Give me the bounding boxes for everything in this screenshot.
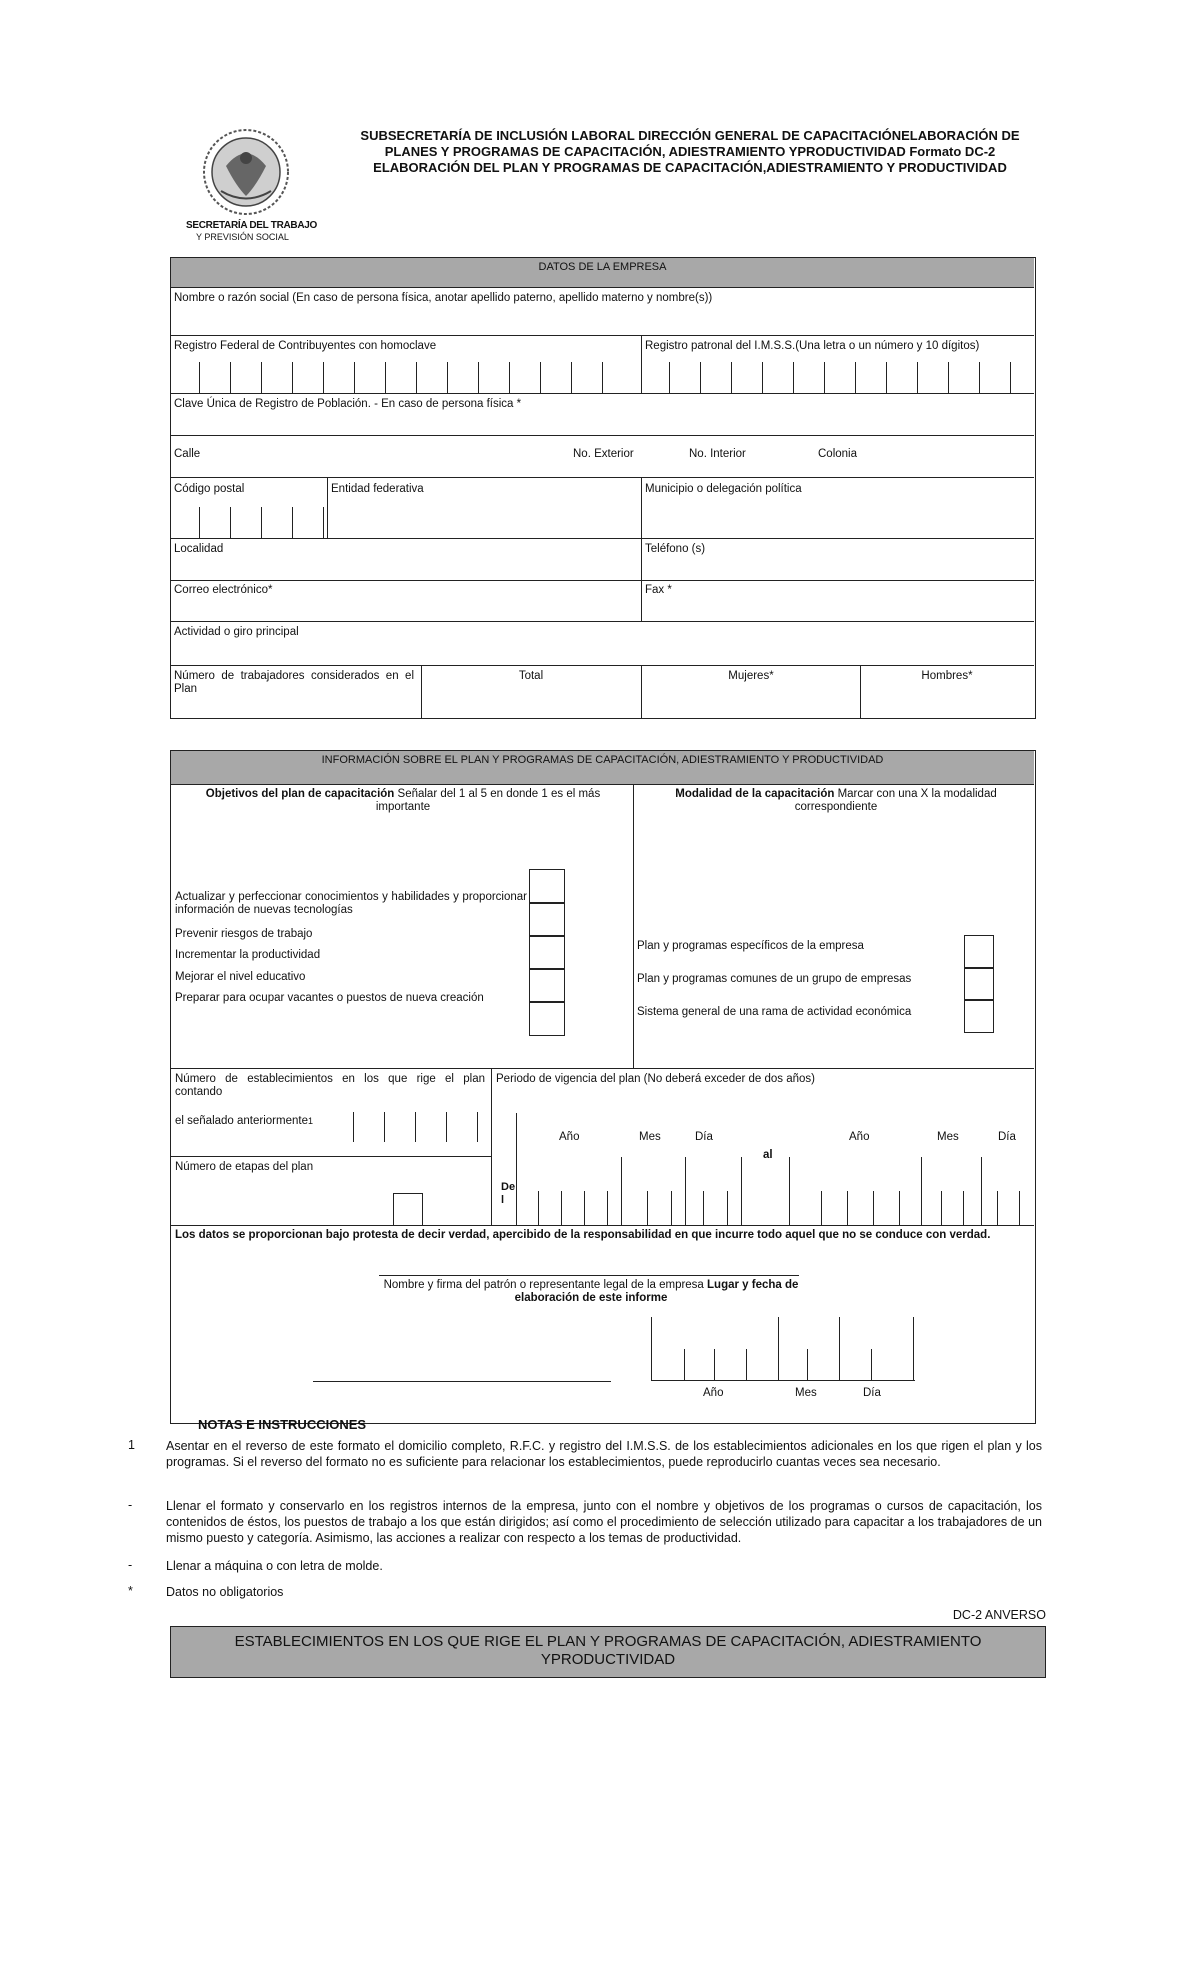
row-line bbox=[171, 580, 1034, 581]
senalado-label bbox=[175, 1115, 313, 1128]
hasta-sep bbox=[789, 1157, 790, 1225]
anverso-label: DC-2 ANVERSO bbox=[952, 1608, 1046, 1622]
col-line bbox=[641, 335, 642, 393]
municipio-field[interactable]: Municipio o delegación política bbox=[645, 483, 802, 495]
eagle-seal-icon bbox=[186, 126, 326, 221]
hasta-mes-label: Mes bbox=[937, 1131, 959, 1143]
nota-item-3: Llenar a máquina o con letra de molde. bbox=[166, 1559, 383, 1573]
fecha-tick bbox=[807, 1349, 808, 1381]
nota-mark-1: 1 bbox=[128, 1438, 135, 1452]
hasta-sep bbox=[981, 1157, 982, 1225]
fecha-sep bbox=[651, 1317, 652, 1381]
entidad-field[interactable]: Entidad federativa bbox=[331, 483, 424, 495]
nota-mark-4: * bbox=[128, 1584, 133, 1598]
rfc-boxes[interactable] bbox=[199, 362, 603, 393]
row-line bbox=[171, 335, 1034, 336]
col-line bbox=[860, 665, 861, 718]
objetivo-rank-box-1[interactable] bbox=[529, 869, 565, 904]
notas-title: NOTAS E INSTRUCCIONES bbox=[198, 1417, 367, 1432]
fecha-dia-label: Día bbox=[863, 1387, 881, 1399]
curp-field[interactable]: Clave Única de Registro de Población. - En caso de persona física * bbox=[174, 398, 522, 410]
nota-item-1: Asentar en el reverso de este formato el domicilio completo, R.F.C. y registro del I.M.S.S. de los establecimientos adicionales en los que rigen el plan y los programas. Si el reverso del formato no es suficiente para relacionar los establecimientos, puede reproducirlo cuantas veces sea necesario. bbox=[166, 1439, 1042, 1469]
objetivo-item-5: Preparar para ocupar vacantes o puestos de nueva creación bbox=[175, 992, 484, 1004]
hasta-dia-label: Día bbox=[998, 1131, 1016, 1143]
del-divider bbox=[516, 1113, 517, 1225]
senalado-footnote: 1 bbox=[307, 1116, 313, 1126]
desde-sep bbox=[685, 1157, 686, 1225]
seal-caption-2: Y PREVISIÓN SOCIAL bbox=[196, 232, 289, 242]
fecha-mes-label: Mes bbox=[795, 1387, 817, 1399]
hasta-anio-label: Año bbox=[849, 1131, 870, 1143]
empresa-section bbox=[170, 257, 1036, 719]
no-exterior-field[interactable]: No. Exterior bbox=[573, 448, 634, 460]
calle-field[interactable]: Calle bbox=[174, 448, 201, 460]
al-label: al bbox=[763, 1149, 773, 1161]
row-line bbox=[171, 538, 1034, 539]
modalidad-checkbox-2[interactable] bbox=[964, 967, 994, 1001]
desde-sep bbox=[621, 1157, 622, 1225]
etapas-box[interactable] bbox=[393, 1193, 423, 1225]
row-line bbox=[171, 1068, 1034, 1069]
row-line bbox=[171, 393, 1034, 394]
desde-mes-ticks[interactable] bbox=[647, 1191, 672, 1225]
cp-boxes[interactable] bbox=[199, 507, 324, 538]
fecha-sep bbox=[913, 1317, 914, 1381]
nota-item-2: Llenar el formato y conservarlo en los registros internos de la empresa, junto con el nombre y objetivos de los programas o cursos de capacitación, los contenidos de éstos, los puestos de trabajo a los que están dirigidos; así como el procedimiento de selección utilizado para capacitar a los trabajadores de un mismo puesto y categoría. Asimismo, las acciones a realizar con respecto a los temas de productividad. bbox=[166, 1499, 1042, 1545]
fecha-tick bbox=[746, 1349, 747, 1381]
row-line bbox=[171, 621, 1034, 622]
objetivos-title-bold: Objetivos del plan de capacitación bbox=[205, 788, 395, 800]
col-line bbox=[641, 665, 642, 718]
correo-field[interactable]: Correo electrónico* bbox=[174, 584, 273, 596]
fecha-sep bbox=[839, 1317, 840, 1381]
hombres-field[interactable]: Hombres* bbox=[921, 670, 973, 682]
plan-section bbox=[170, 750, 1036, 1424]
modalidad-checkbox-3[interactable] bbox=[964, 999, 994, 1033]
objetivo-item-3: Incrementar la productividad bbox=[175, 949, 321, 961]
objetivo-item-1: Actualizar y perfeccionar conocimientos y habilidades y proporcionar información de nuevas tecnologías bbox=[175, 891, 527, 916]
nota-mark-3: - bbox=[128, 1558, 133, 1572]
desde-dia-ticks[interactable] bbox=[703, 1191, 728, 1225]
desde-anio-ticks[interactable] bbox=[538, 1191, 608, 1225]
num-establecimientos-label: Número de establecimientos en los que rige el plan contando bbox=[175, 1073, 485, 1098]
col-line bbox=[641, 477, 642, 621]
senalado-text: el señalado anteriormente bbox=[175, 1115, 308, 1127]
razon-social-field[interactable]: Nombre o razón social (En caso de persona física, anotar apellido paterno, apellido materno y nombre(s)) bbox=[174, 292, 713, 304]
modalidad-subtitle: Marcar con una X la modalidad correspondiente bbox=[794, 788, 997, 813]
empresa-band: DATOS DE LA EMPRESA bbox=[171, 258, 1034, 288]
objetivo-rank-box-2[interactable] bbox=[529, 902, 565, 937]
col-line bbox=[327, 477, 328, 538]
desde-anio-label: Año bbox=[559, 1131, 580, 1143]
firma-line[interactable] bbox=[313, 1381, 611, 1382]
modalidad-item-1: Plan y programas específicos de la empresa bbox=[637, 940, 864, 952]
codigo-postal-field[interactable]: Código postal bbox=[174, 483, 245, 495]
hasta-anio-ticks[interactable] bbox=[821, 1191, 900, 1225]
page-title: SUBSECRETARÍA DE INCLUSIÓN LABORAL DIRECCIÓN GENERAL DE CAPACITACIÓNELABORACIÓN DE PLANES Y PROGRAMAS DE CAPACITACIÓN, ADIESTRAMIENTO YPRODUCTIVIDAD Formato DC-2 ELABORACIÓN DEL PLAN Y PROGRAMAS DE CAPACITACIÓN,ADIESTRAMIENTO Y PRODUCTIVIDAD bbox=[360, 128, 1020, 175]
objetivo-rank-box-3[interactable] bbox=[529, 935, 565, 970]
row-line bbox=[171, 1225, 1034, 1226]
periodo-label: Periodo de vigencia del plan (No deberá exceder de dos años) bbox=[496, 1073, 816, 1085]
hasta-dia-ticks[interactable] bbox=[997, 1191, 1020, 1225]
row-line bbox=[171, 435, 1034, 436]
actividad-field[interactable]: Actividad o giro principal bbox=[174, 626, 299, 638]
total-field[interactable]: Total bbox=[518, 670, 544, 682]
fecha-tick bbox=[871, 1349, 872, 1381]
modalidad-checkbox-1[interactable] bbox=[964, 935, 994, 969]
desde-sep bbox=[741, 1157, 742, 1225]
del-label: De l bbox=[501, 1181, 516, 1206]
nota-item-4: Datos no obligatorios bbox=[166, 1585, 284, 1599]
desde-dia-label: Día bbox=[695, 1131, 713, 1143]
objetivo-item-2: Prevenir riesgos de trabajo bbox=[175, 928, 313, 940]
fecha-tick bbox=[714, 1349, 715, 1381]
modalidad-item-2: Plan y programas comunes de un grupo de empresas bbox=[637, 973, 912, 985]
localidad-field[interactable]: Localidad bbox=[174, 543, 224, 555]
fecha-box[interactable] bbox=[651, 1317, 915, 1381]
rfc-field[interactable]: Registro Federal de Contribuyentes con homoclave bbox=[174, 340, 437, 352]
imss-field[interactable]: Registro patronal del I.M.S.S.(Una letra o un número y 10 dígitos) bbox=[645, 340, 980, 352]
objetivos-subtitle: Señalar del 1 al 5 en donde 1 es el más importante bbox=[375, 788, 601, 813]
telefono-field[interactable]: Teléfono (s) bbox=[645, 543, 706, 555]
desde-mes-label: Mes bbox=[639, 1131, 661, 1143]
seal-caption-1: SECRETARÍA DEL TRABAJO bbox=[186, 220, 318, 231]
hasta-mes-ticks[interactable] bbox=[941, 1191, 964, 1225]
objetivo-item-4: Mejorar el nivel educativo bbox=[175, 971, 306, 983]
objetivo-rank-box-5[interactable] bbox=[529, 1001, 565, 1036]
col-line bbox=[491, 1068, 492, 1225]
hasta-sep bbox=[921, 1157, 922, 1225]
nota-mark-2: - bbox=[128, 1498, 133, 1512]
modalidad-title bbox=[641, 788, 1031, 814]
firma-top-line bbox=[379, 1275, 799, 1276]
modalidad-item-3: Sistema general de una rama de actividad económica bbox=[637, 1006, 912, 1018]
plan-band: INFORMACIÓN SOBRE EL PLAN Y PROGRAMAS DE CAPACITACIÓN, ADIESTRAMIENTO Y PRODUCTIVIDAD bbox=[171, 751, 1034, 785]
fecha-anio-label: Año bbox=[703, 1387, 724, 1399]
row-line bbox=[171, 1156, 491, 1157]
establecimientos-header: ESTABLECIMIENTOS EN LOS QUE RIGE EL PLAN Y PROGRAMAS DE CAPACITACIÓN, ADIESTRAMIENTO YPRODUCTIVIDAD bbox=[170, 1626, 1046, 1678]
modalidad-title-bold: Modalidad de la capacitación bbox=[675, 788, 835, 800]
firma-label: Nombre y firma del patrón o representante legal de la empresa bbox=[383, 1279, 708, 1291]
num-trabajadores-label: Número de trabajadores considerados en el Plan bbox=[174, 670, 414, 695]
col-line bbox=[421, 665, 422, 718]
fecha-sep bbox=[778, 1317, 779, 1381]
lugar-fecha-label: Lugar y fecha de elaboración de este informe bbox=[514, 1279, 799, 1304]
protesta-text: Los datos se proporcionan bajo protesta de decir verdad, apercibido de la responsabilidad en que incurre todo aquel que no se conduce con verdad. bbox=[175, 1229, 991, 1241]
row-line bbox=[171, 665, 1034, 666]
colonia-field[interactable]: Colonia bbox=[818, 448, 857, 460]
fecha-tick bbox=[684, 1349, 685, 1381]
objetivo-rank-box-4[interactable] bbox=[529, 968, 565, 1003]
imss-boxes[interactable] bbox=[669, 362, 1011, 393]
objetivos-title bbox=[181, 788, 625, 814]
num-etapas-label: Número de etapas del plan bbox=[175, 1161, 314, 1173]
col-line bbox=[633, 785, 634, 1068]
establecimientos-boxes[interactable] bbox=[353, 1112, 478, 1142]
row-line bbox=[171, 477, 1034, 478]
no-interior-field[interactable]: No. Interior bbox=[689, 448, 746, 460]
fax-field[interactable]: Fax * bbox=[645, 584, 672, 596]
government-seal bbox=[186, 126, 326, 246]
firma-caption bbox=[371, 1279, 811, 1305]
mujeres-field[interactable]: Mujeres* bbox=[728, 670, 774, 682]
